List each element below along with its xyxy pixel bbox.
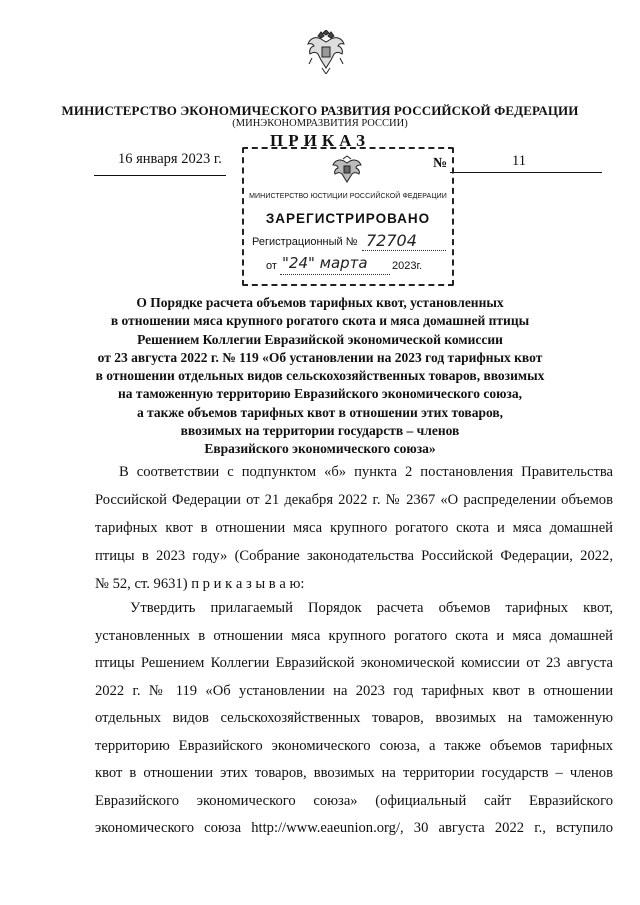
paragraph-line: тарифных квот в отношении мяса крупного рогатого скота и мяса домашней: [95, 520, 613, 536]
paragraph-line: 2022 г. № 119 «Об установлении на 2023 год тарифных квот в отношении: [95, 682, 613, 699]
date-underline: [94, 175, 226, 176]
order-date: 16 января 2023 г.: [118, 151, 222, 167]
paragraph-line: территорию Евразийского экономического союза, а также объемов тарифных: [95, 737, 613, 754]
paragraph-line: В соответствии с подпунктом «б» пункта 2 постановления Правительства: [119, 464, 613, 480]
paragraph-line: птицы в 2023 году» (Собрание законодательства Российской Федерации, 2022,: [95, 548, 613, 564]
stamp-from-label: от: [266, 260, 277, 272]
document-type: ПРИКАЗ: [270, 131, 370, 150]
registration-stamp: [242, 147, 454, 286]
title-line: О Порядке расчета объемов тарифных квот, установленных: [136, 295, 504, 310]
ministry-name: МИНИСТЕРСТВО ЭКОНОМИЧЕСКОГО РАЗВИТИЯ РОССИЙСКОЙ ФЕДЕРАЦИИ: [61, 103, 579, 118]
stamp-handwritten-date: "24" марта: [282, 254, 368, 272]
paragraph-line: экономического союза http://www.eaeunion.org/, 30 августа 2022 г., вступило: [95, 820, 613, 836]
title-line: ввозимых на территории государств – членов: [180, 423, 460, 439]
stamp-eagle-icon: [332, 155, 362, 183]
coat-of-arms-icon: [306, 30, 346, 74]
title-line: в отношении отдельных видов сельскохозяйственных товаров, ввозимых: [95, 368, 545, 384]
stamp-ministry: МИНИСТЕРСТВО ЮСТИЦИИ РОССИЙСКОЙ ФЕДЕРАЦИИ: [249, 193, 447, 200]
title-line: в отношении мяса крупного рогатого скота и мяса домашней птицы: [110, 313, 530, 329]
stamp-date-line: [280, 274, 390, 275]
paragraph-line: квот в отношении этих товаров, ввозимых на территории государств – членов: [95, 765, 613, 781]
stamp-year: 2023г.: [392, 260, 423, 272]
paragraph-line: птицы Решением Коллегии Евразийской экономической комиссии от 23 августа: [95, 655, 613, 671]
title-line: Евразийского экономического союза»: [204, 441, 436, 457]
paragraph-line: Утвердить прилагаемый Порядок расчета объемов тарифных квот,: [130, 600, 613, 616]
stamp-registered: ЗАРЕГИСТРИРОВАНО: [265, 211, 431, 226]
title-line: на таможенную территорию Евразийского экономического союза,: [118, 386, 522, 402]
title-line: Решением Коллегии Евразийской экономической комиссии: [137, 331, 503, 347]
paragraph-line: отдельных видов сельскохозяйственных товаров, ввозимых на таможенную: [95, 710, 613, 726]
title-line: а также объемов тарифных квот в отношении этих товаров,: [136, 404, 504, 420]
order-number: 11: [512, 153, 526, 169]
paragraph-line: № 52, ст. 9631) п р и к а з ы в а ю:: [95, 576, 305, 592]
paragraph-line: Российской Федерации от 21 декабря 2022 г. № 2367 «О распределении объемов: [95, 492, 613, 508]
ministry-short-name: (МИНЭКОНОМРАЗВИТИЯ РОССИИ): [232, 118, 408, 129]
title-line: от 23 августа 2022 г. № 119 «Об установлении на 2023 год тарифных квот: [97, 349, 543, 365]
number-underline: [450, 172, 602, 173]
stamp-number-line: [362, 250, 446, 251]
stamp-registration-label: Регистрационный №: [252, 236, 358, 248]
number-label: №: [433, 156, 448, 171]
paragraph-line: Евразийского экономического союза» (официальный сайт Евразийского: [95, 792, 613, 809]
paragraph-line: установленных в отношении мяса крупного рогатого скота и мяса домашней: [95, 627, 613, 644]
stamp-registration-number: 72704: [366, 231, 417, 250]
order-title: [64, 294, 576, 459]
